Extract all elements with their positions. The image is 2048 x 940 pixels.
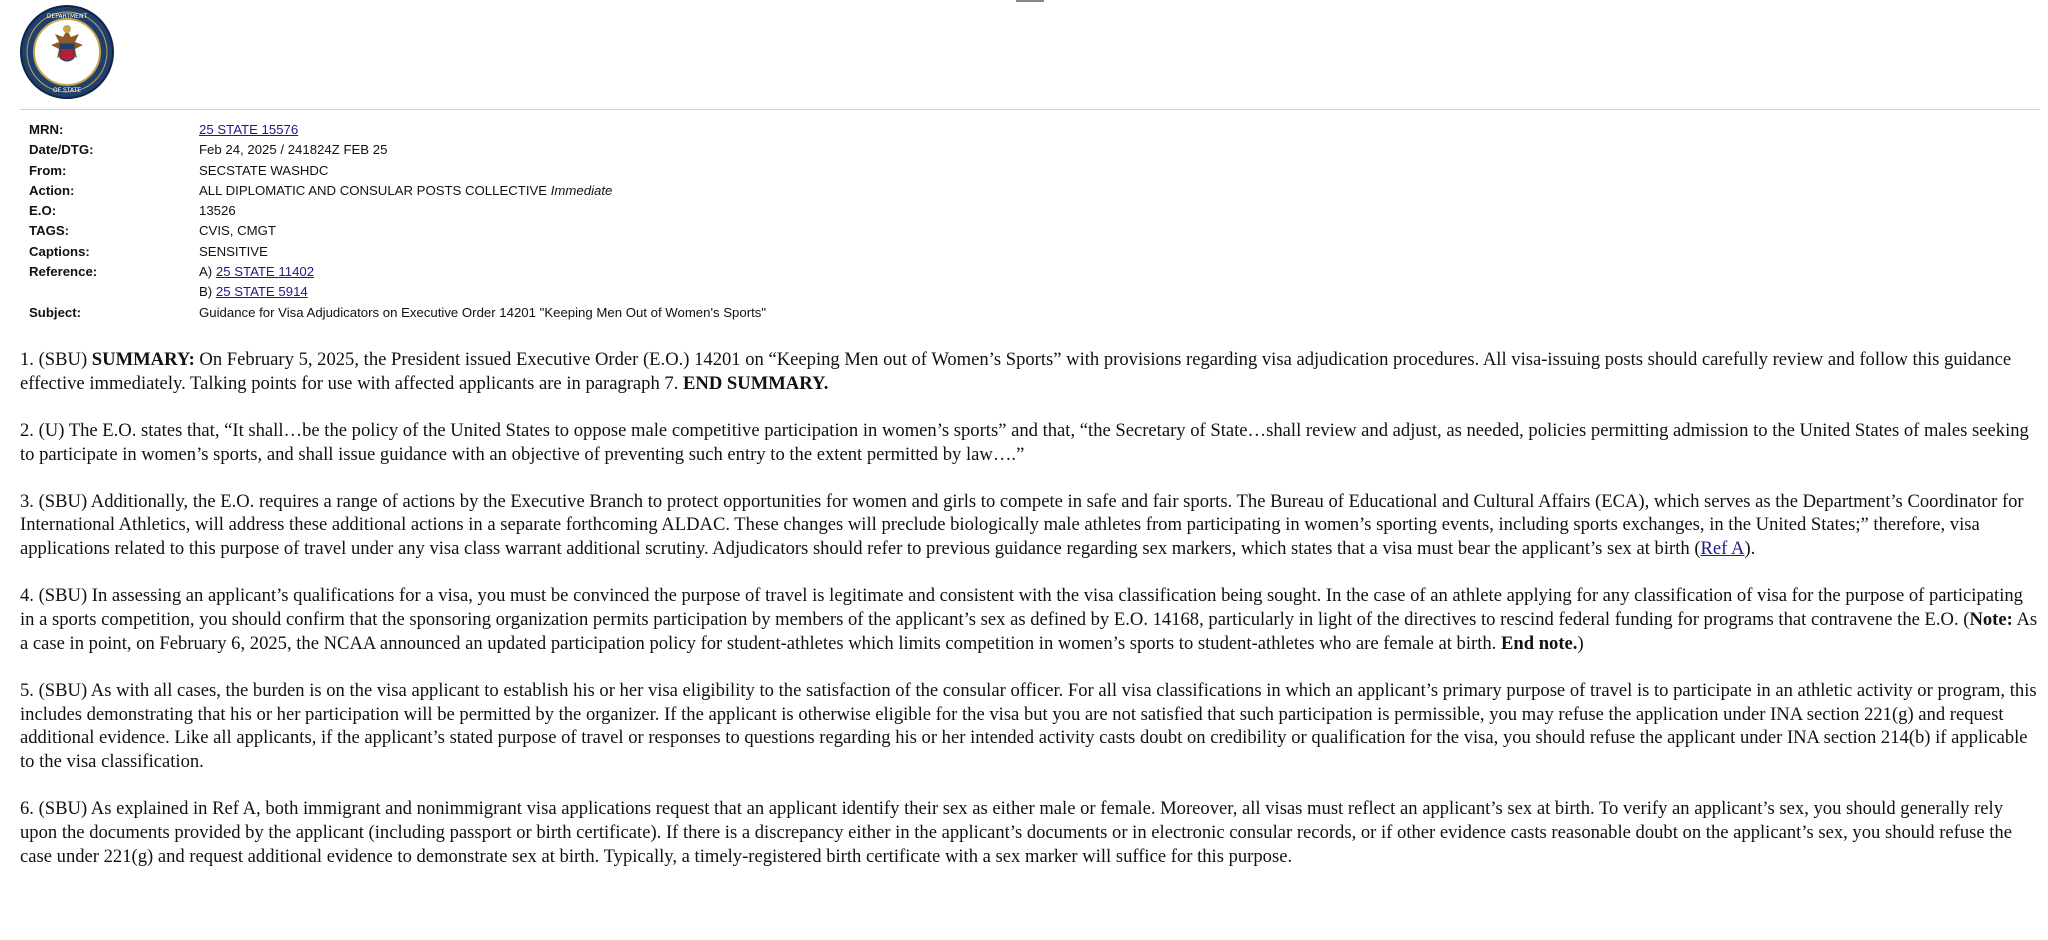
- reference-b-link[interactable]: 25 STATE 5914: [215, 284, 308, 300]
- paragraph-3: [20, 490, 2042, 561]
- meta-label: MRN:: [29, 122, 64, 137]
- header-divider: [20, 109, 2040, 110]
- svg-text:DEPARTMENT: DEPARTMENT: [46, 13, 88, 20]
- para-text: ): [1577, 632, 1584, 654]
- cable-body: [20, 348, 2042, 892]
- meta-value: SECSTATE WASHDC: [199, 162, 329, 178]
- summary-heading: SUMMARY:: [91, 349, 195, 370]
- action-text: ALL DIPLOMATIC AND CONSULAR POSTS COLLECTIVE: [199, 182, 548, 198]
- meta-value: [199, 282, 308, 302]
- mrn-link[interactable]: 25 STATE 15576: [199, 122, 299, 137]
- ref-a-link[interactable]: Ref A: [1700, 538, 1745, 560]
- action-precedence: Immediate: [550, 182, 613, 198]
- para-text: As a case in point, on February 6, 2025, the NCAA announced an updated participation policy for student-athletes which limits competition in women’s sports to student-athletes who are female at birth.: [20, 608, 2038, 654]
- meta-row-eo: [29, 201, 766, 221]
- meta-value: [199, 181, 612, 201]
- meta-label: Reference:: [29, 264, 98, 280]
- meta-value: Feb 24, 2025 / 241824Z FEB 25: [199, 142, 388, 158]
- page-top-mark: [1016, 0, 1044, 2]
- meta-value: [199, 262, 314, 282]
- meta-label: [29, 282, 199, 302]
- meta-row-captions: [29, 242, 766, 262]
- meta-value: SENSITIVE: [199, 243, 268, 259]
- paragraph-2: 2. (U) The E.O. states that, “It shall…be the policy of the United States to oppose male competitive participation in women’s sports” and that, “the Secretary of State…shall review and adjust, as needed, policies permitting admission to the United States of males seeking to participate in women’s sports, and shall issue guidance with an objective of preventing such entry to the extent permitted by law….”: [20, 419, 2029, 465]
- meta-row-reference-a: [29, 262, 766, 282]
- paragraph-1: [20, 348, 2042, 396]
- meta-label: From:: [29, 162, 67, 178]
- meta-label: Date/DTG:: [29, 142, 94, 158]
- para-text: 1. (SBU): [20, 349, 92, 370]
- meta-label: Action:: [29, 182, 75, 198]
- para-text: On February 5, 2025, the President issued Executive Order (E.O.) 14201 on “Keeping Men out of Women’s Sports” with provisions regarding visa adjudication procedures. All visa-issuing posts should carefully review and follow this guidance effective immediately. Talking points for use with affected applicants are in paragraph 7.: [20, 349, 2012, 394]
- para-text: 3. (SBU) Additionally, the E.O. requires a range of actions by the Executive Branch to protect opportunities for women and girls to compete in safe and fair sports. The Bureau of Educational and Cultural Affairs (ECA), which serves as the Department’s Coordinator for International Athletics, will address these additional actions in a separate forthcoming ALDAC. These changes will preclude biologically male athletes from participating in women’s sporting events, including sports exchanges, in the United States;” therefore, visa applications related to this purpose of travel under any visa class warrant additional scrutiny. Adjudicators should refer to previous guidance regarding sex markers, which states that a visa must bear the applicant’s sex at birth (: [20, 490, 2024, 560]
- meta-label: TAGS:: [29, 223, 70, 239]
- note-heading: Note:: [1969, 608, 2013, 630]
- meta-value: Guidance for Visa Adjudicators on Executive Order 14201 "Keeping Men Out of Women's Sports": [199, 304, 767, 320]
- reference-prefix: B): [199, 284, 216, 300]
- meta-value: 13526: [199, 203, 236, 219]
- meta-row-date: [29, 140, 766, 160]
- cable-metadata: [29, 120, 766, 323]
- reference-prefix: A): [199, 264, 216, 280]
- meta-row-action: [29, 181, 766, 201]
- meta-label: Subject:: [29, 304, 82, 320]
- end-note: End note.: [1500, 632, 1578, 654]
- meta-row-tags: [29, 221, 766, 241]
- meta-row-subject: [29, 303, 766, 323]
- meta-row-reference-b: [29, 282, 766, 302]
- meta-value: CVIS, CMGT: [199, 223, 276, 239]
- paragraph-4: [20, 584, 2042, 655]
- meta-label: Captions:: [29, 243, 90, 259]
- para-text: ).: [1744, 538, 1756, 560]
- para-text: 4. (SBU) In assessing an applicant’s qualifications for a visa, you must be convinced the purpose of travel is legitimate and consistent with the visa classification being sought. In the case of an athlete applying for any classification of visa for the purpose of participating in a sports competition, you should confirm that the sponsoring organization permits participation by members of the applicant’s sex as defined by E.O. 14168, particularly in light of the directives to rescind federal funding for programs that contravene the E.O. (: [20, 585, 2023, 630]
- meta-value: [199, 120, 298, 140]
- meta-row-from: [29, 161, 766, 181]
- meta-label: E.O:: [29, 203, 57, 219]
- reference-a-link[interactable]: 25 STATE 11402: [215, 264, 315, 280]
- meta-row-mrn: [29, 120, 766, 140]
- paragraph-5: 5. (SBU) As with all cases, the burden is on the visa applicant to establish his or her visa eligibility to the satisfaction of the consular officer. For all visa classifications in which an applicant’s primary purpose of travel is to participate in an athletic activity or program, this includes demonstrating that his or her participation will be permitted by the organizer. If the applicant is otherwise eligible for the visa but you are not satisfied that such participation is permissible, you may refuse the application under INA section 221(g) and request additional evidence. Like all applicants, if the applicant’s stated purpose of travel or responses to questions regarding his or her intended activity casts doubt on credibility or qualification for the visa, you should refuse the applicant under INA section 214(b) if applicable to the visa classification.: [20, 679, 2037, 773]
- paragraph-6: 6. (SBU) As explained in Ref A, both immigrant and nonimmigrant visa applications request that an applicant identify their sex as either male or female. Moreover, all visas must reflect an applicant’s sex at birth. To verify an applicant’s sex, you should generally rely upon the documents provided by the applicant (including passport or birth certificate). If there is a discrepancy either in the applicant’s documents or in electronic consular records, or if other evidence casts reasonable doubt on the applicant’s sex, you should refuse the case under 221(g) and request additional evidence to demonstrate sex at birth. Typically, a timely-registered birth certificate with a sex marker will suffice for this purpose.: [20, 798, 2012, 867]
- department-of-state-seal-logo: [19, 4, 115, 100]
- svg-text:OF STATE: OF STATE: [52, 87, 82, 94]
- end-summary: END SUMMARY.: [683, 372, 829, 394]
